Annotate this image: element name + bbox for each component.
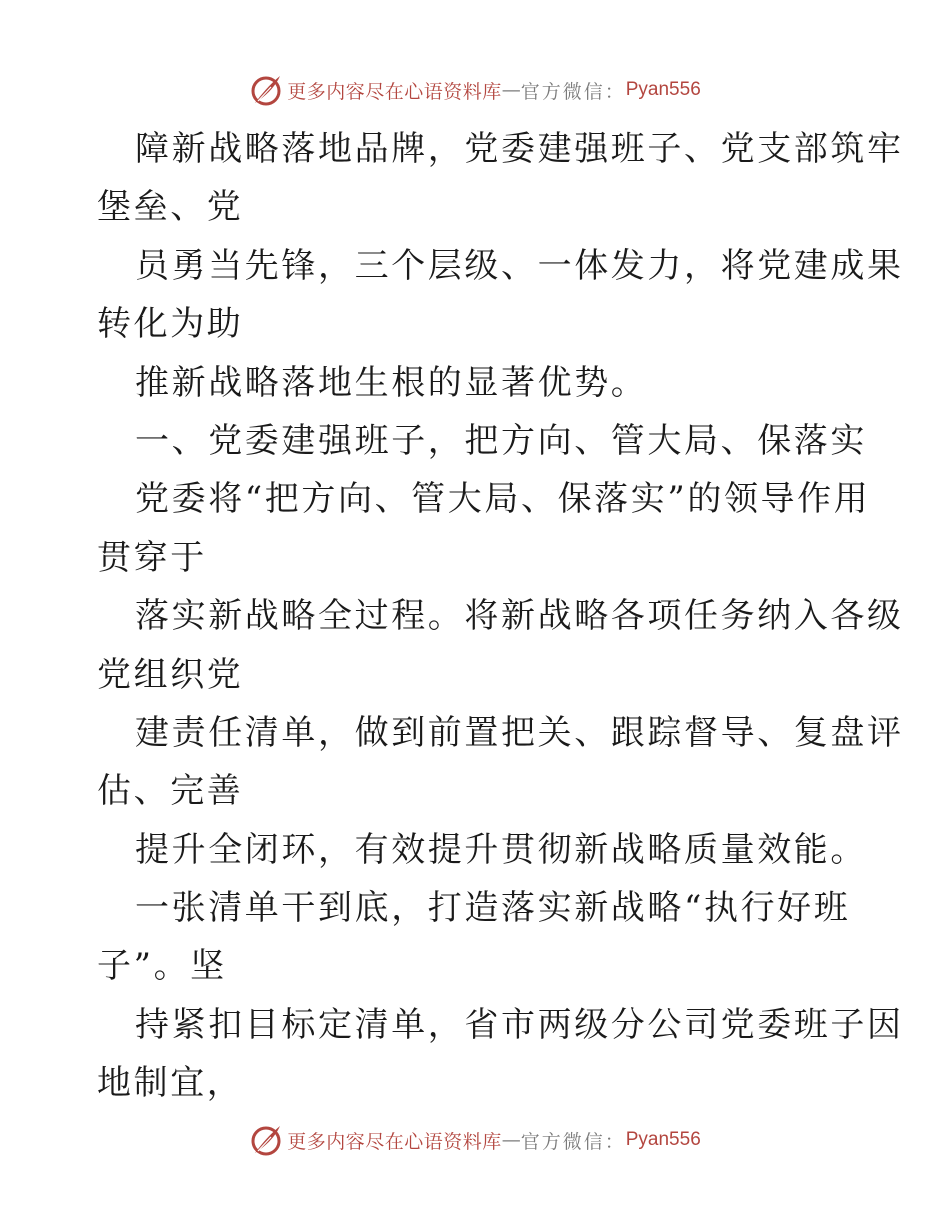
text-line: 员勇当先锋，三个层级、一体发力，将党建成果 <box>135 245 904 286</box>
header-wechat-label: 官方微信： <box>520 80 626 103</box>
header-banner <box>0 70 950 110</box>
text-line: 一、党委建强班子，把方向、管大局、保落实 <box>135 420 867 461</box>
feather-pen-circle-icon <box>249 73 283 107</box>
header-wechat-id: Pyan556 <box>625 79 701 100</box>
footer-wechat-id: Pyan556 <box>625 1129 701 1150</box>
footer-brand-text: 更多内容尽在心语资料库 <box>287 1130 502 1153</box>
footer-separator: — <box>501 1129 521 1151</box>
header-separator: — <box>501 79 521 101</box>
header-brand-text: 更多内容尽在心语资料库 <box>287 80 502 103</box>
text-line: 一张清单干到底，打造落实新战略“执行好班 <box>135 888 851 929</box>
text-line: 落实新战略全过程。将新战略各项任务纳入各级 <box>135 596 904 637</box>
text-line: 子”。坚 <box>97 946 227 987</box>
feather-pen-circle-icon <box>249 1123 283 1157</box>
text-line: 提升全闭环，有效提升贯彻新战略质量效能。 <box>135 829 867 870</box>
text-line: 持紧扣目标定清单，省市两级分公司党委班子因 <box>135 1004 904 1045</box>
document-body <box>97 120 904 1113</box>
text-line: 党委将“把方向、管大局、保落实”的领导作用 <box>135 479 871 520</box>
text-line: 堡垒、党 <box>97 187 244 228</box>
footer-banner <box>0 1120 950 1160</box>
text-line: 贯穿于 <box>97 537 207 578</box>
text-line: 障新战略落地品牌，党委建强班子、党支部筑牢 <box>135 129 904 169</box>
text-line: 党组织党 <box>97 654 244 695</box>
footer-wechat-label: 官方微信： <box>520 1130 626 1153</box>
text-line: 估、完善 <box>97 771 244 812</box>
text-line: 地制宜， <box>97 1063 244 1104</box>
text-line: 建责任清单，做到前置把关、跟踪督导、复盘评 <box>135 712 904 753</box>
text-line: 推新战略落地生根的显著优势。 <box>135 362 648 403</box>
text-line: 转化为助 <box>97 304 244 345</box>
